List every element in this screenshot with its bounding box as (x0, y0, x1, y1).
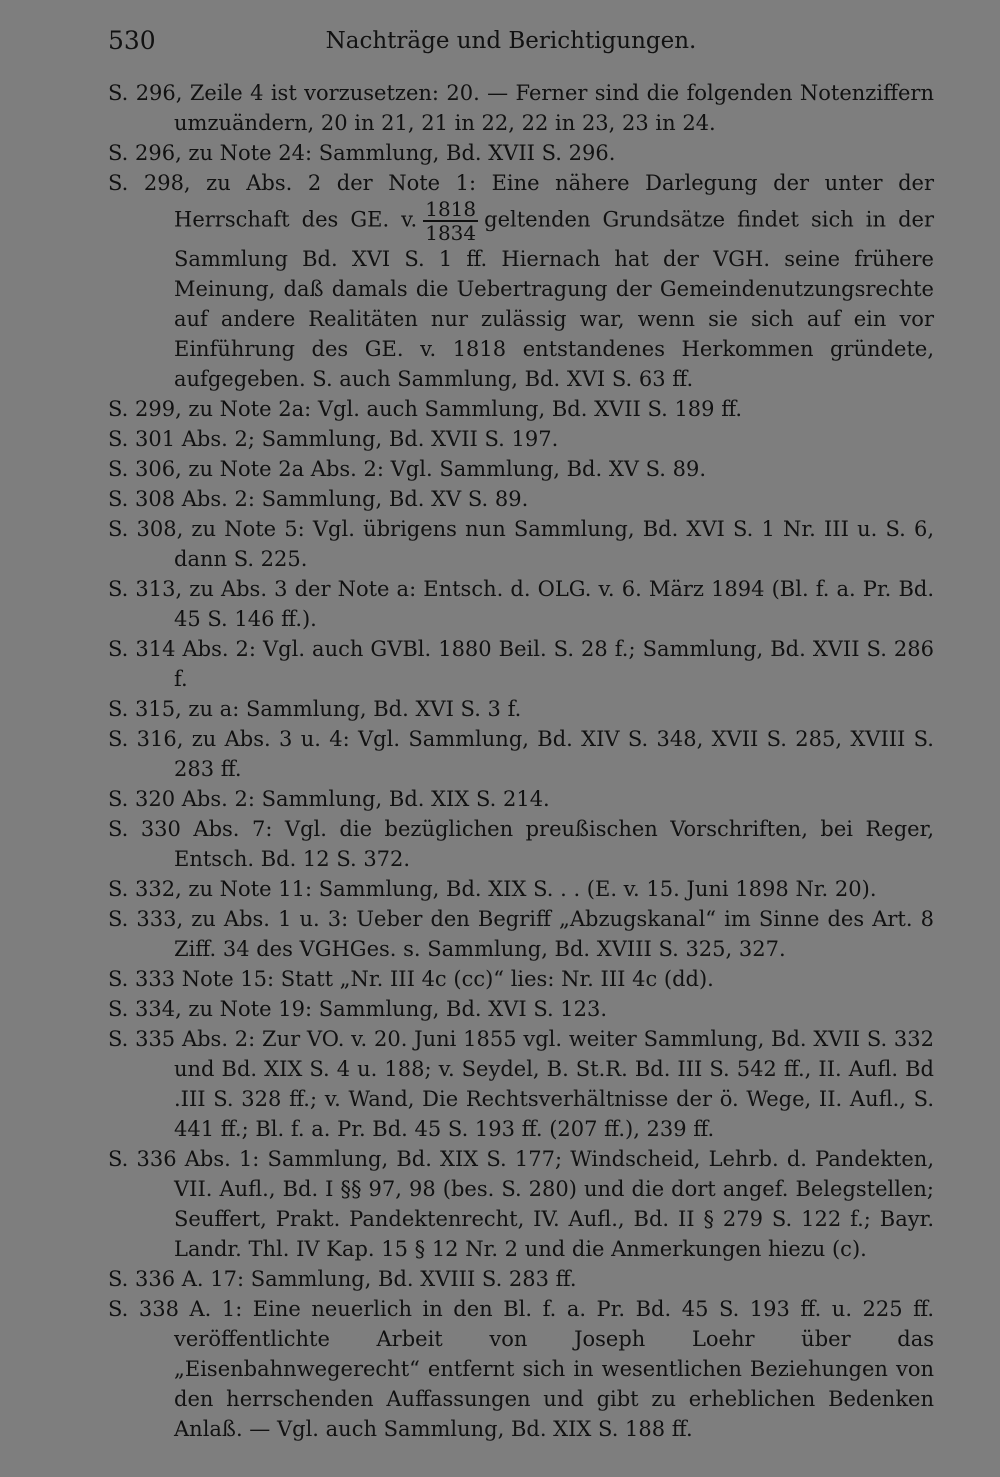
addendum-entry: S. 315, zu a: Sammlung, Bd. XVI S. 3 f. (108, 697, 522, 721)
addendum-entry: S. 335 Abs. 2: Zur VO. v. 20. Juni 1855 vgl. weiter Sammlung, Bd. XVII S. 332 und Bd. XIX S. 4 u. 188; v. Seydel, B. St.R. Bd. III S. 542 ff., II. Aufl. Bd .III S. 328 ff.; v. Wand, Die Rechtsverhältnisse der ö. Wege, II. Aufl., S. 441 ff.; Bl. f. a. Pr. Bd. 45 S. 193 ff. (207 ff.), 239 ff. (108, 1027, 934, 1141)
fraction-denominator: 1834 (425, 221, 477, 245)
fraction-numerator: 1818 (425, 197, 477, 221)
addenda-list (108, 78, 934, 1444)
addendum-entry: S. 308 Abs. 2: Sammlung, Bd. XV S. 89. (108, 487, 529, 511)
addendum-entry: S. 336 A. 17: Sammlung, Bd. XVIII S. 283 ff. (108, 1267, 577, 1291)
addendum-entry: S. 320 Abs. 2: Sammlung, Bd. XIX S. 214. (108, 787, 550, 811)
date-fraction (423, 198, 478, 244)
entry-text: S. 298, zu Abs. 2 der Note 1: Eine nähere Darlegung der unter der Herrschaft des GE. v. (108, 171, 934, 232)
addendum-entry: S. 314 Abs. 2: Vgl. auch GVBl. 1880 Beil. S. 28 f.; Sammlung, Bd. XVII S. 286 f. (108, 637, 934, 691)
addendum-entry (108, 168, 934, 394)
page-header (0, 20, 1000, 60)
addendum-entry: S. 296, Zeile 4 ist vorzusetzen: 20. — Ferner sind die folgenden Notenziffern umzuändern, 20 in 21, 21 in 22, 22 in 23, 23 in 24. (108, 81, 934, 135)
running-title: Nachträge und Berichtigungen. (325, 28, 697, 54)
addendum-entry: S. 296, zu Note 24: Sammlung, Bd. XVII S. 296. (108, 141, 616, 165)
addendum-entry: S. 333 Note 15: Statt „Nr. III 4c (cc)“ lies: Nr. III 4c (dd). (108, 967, 714, 991)
addendum-entry: S. 338 A. 1: Eine neuerlich in den Bl. f. a. Pr. Bd. 45 S. 193 ff. u. 225 ff. veröffentlichte Arbeit von Joseph Loehr über das „Eisenbahnwegerecht“ entfernt sich in wesentlichen Beziehungen von den herrschenden Auffassungen und gibt zu erheblichen Bedenken Anlaß. — Vgl. auch Sammlung, Bd. XIX S. 188 ff. (108, 1297, 934, 1441)
addendum-entry: S. 306, zu Note 2a Abs. 2: Vgl. Sammlung, Bd. XV S. 89. (108, 457, 707, 481)
addendum-entry: S. 313, zu Abs. 3 der Note a: Entsch. d. OLG. v. 6. März 1894 (Bl. f. a. Pr. Bd. 45 S. 146 ff.). (108, 577, 934, 631)
addendum-entry: S. 334, zu Note 19: Sammlung, Bd. XVI S. 123. (108, 997, 608, 1021)
page-number: 530 (108, 26, 156, 55)
addendum-entry: S. 299, zu Note 2a: Vgl. auch Sammlung, Bd. XVII S. 189 ff. (108, 397, 743, 421)
addendum-entry: S. 316, zu Abs. 3 u. 4: Vgl. Sammlung, Bd. XIV S. 348, XVII S. 285, XVIII S. 283 ff. (108, 727, 934, 781)
addendum-entry: S. 333, zu Abs. 1 u. 3: Ueber den Begriff „Abzugskanal“ im Sinne des Art. 8 Ziff. 34 des VGHGes. s. Sammlung, Bd. XVIII S. 325, 327. (108, 907, 934, 961)
addendum-entry: S. 332, zu Note 11: Sammlung, Bd. XIX S. . . (E. v. 15. Juni 1898 Nr. 20). (108, 877, 877, 901)
entry-text: geltenden Grundsätze findet sich in der Sammlung Bd. XVI S. 1 ff. Hiernach hat der VGH. seine frühere Meinung, daß damals die Uebertragung der Gemeindenutzungsrechte auf andere Realitäten nur zulässig war, wenn sie sich auf ein vor Einführung des GE. v. 1818 entstandenes Herkommen gründete, aufgegeben. S. auch Sammlung, Bd. XVI S. 63 ff. (174, 207, 934, 391)
addendum-entry: S. 301 Abs. 2; Sammlung, Bd. XVII S. 197. (108, 427, 559, 451)
addendum-entry: S. 308, zu Note 5: Vgl. übrigens nun Sammlung, Bd. XVI S. 1 Nr. III u. S. 6, dann S. 225. (108, 517, 934, 571)
addendum-entry: S. 336 Abs. 1: Sammlung, Bd. XIX S. 177; Windscheid, Lehrb. d. Pandekten, VII. Aufl., Bd. I §§ 97, 98 (bes. S. 280) und die dort angef. Belegstellen; Seuffert, Prakt. Pandektenrecht, IV. Aufl., Bd. II § 279 S. 122 f.; Bayr. Landr. Thl. IV Kap. 15 § 12 Nr. 2 und die Anmerkungen hiezu (c). (108, 1147, 934, 1261)
addendum-entry: S. 330 Abs. 7: Vgl. die bezüglichen preußischen Vorschriften, bei Reger, Entsch. Bd. 12 S. 372. (108, 817, 934, 871)
